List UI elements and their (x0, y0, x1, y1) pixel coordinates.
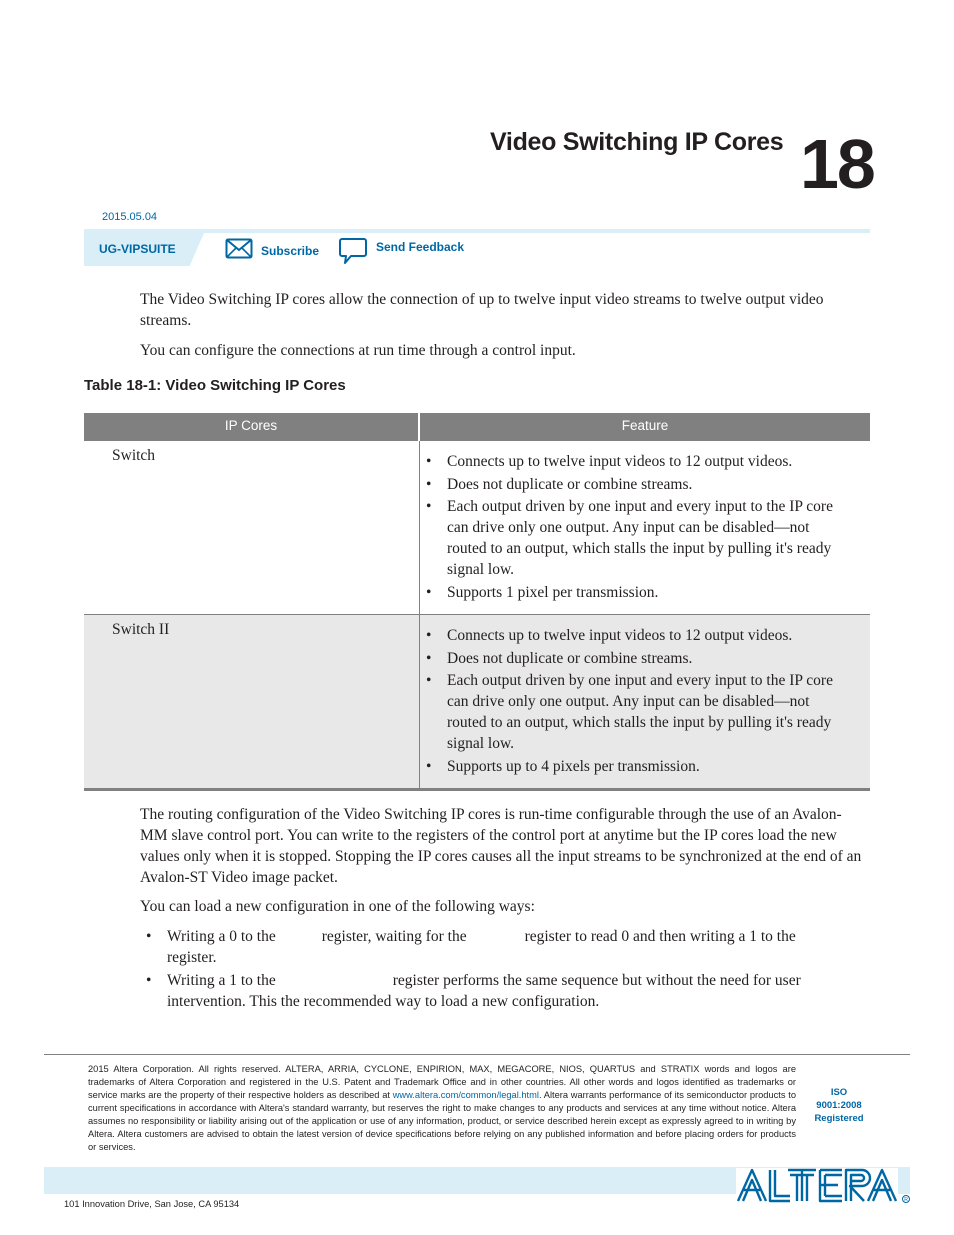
list-item: • Connects up to twelve input videos to 12 output videos. (420, 451, 842, 472)
altera-logo (734, 1164, 912, 1211)
doc-bar (84, 229, 870, 233)
publish-date: 2015.05.04 (102, 211, 158, 223)
table-cell-core: Switch (84, 441, 420, 614)
list-item (140, 926, 865, 968)
chapter-number: 18 (800, 125, 874, 203)
list-item: • Supports up to 4 pixels per transmission. (420, 756, 842, 777)
legal-notice (88, 1063, 796, 1154)
list-item (140, 970, 865, 1012)
table-cell-features (420, 615, 870, 788)
bullet-text: register. (167, 949, 217, 966)
legal-link[interactable]: www.altera.com/common/legal.html (392, 1090, 539, 1100)
list-item: • Supports 1 pixel per transmission. (420, 582, 842, 603)
speech-bubble-icon[interactable] (338, 237, 368, 270)
table-cell-core: Switch II (84, 615, 420, 788)
table-row (84, 615, 870, 788)
legal-text: . Altera warrants performance of its semiconductor products to current specifications in accordance with Altera's standard warranty, but reserves the right to make changes to any products and services at any time without notice. Altera assumes no responsibility or liability arising out of the application or use of any information, product, or service described herein except as expressly agreed to in writing by Altera. Altera customers are advised to obtain the latest version of device specifications before relying on any published information and before placing orders for products or services. (88, 1090, 796, 1152)
legal-text: 2015 Altera Corporation. All rights reserved. ALTERA, ARRIA, CYCLONE, ENPIRION, MAX, MEGACORE, NIOS, QUARTUS and STRATIX words and logos are trademarks of Altera Corporation and registered in the U.S. Patent and Trademark Office and in other countries. All other words and logos identified as trademarks or service marks are the property of their respective holders as described at (88, 1064, 796, 1100)
bullet-text: register to read 0 and then writing a 1 to the (524, 928, 796, 945)
bullet-text: register, waiting for the (321, 928, 467, 945)
load-config-paragraph: You can load a new configuration in one of the following ways: (140, 898, 535, 915)
table-header-feature: Feature (621, 418, 669, 433)
chapter-title: Video Switching IP Cores (490, 128, 784, 156)
doc-id: UG-VIPSUITE (99, 242, 176, 256)
table-header-ip-cores: IP Cores (84, 413, 420, 441)
table-caption: Table 18-1: Video Switching IP Cores (84, 377, 346, 394)
table-row (84, 441, 870, 615)
bullet-text: register performs the same sequence but without the need for user intervention. This the recommended way to load a new configuration. (167, 971, 801, 1010)
iso-line: Registered (814, 1113, 864, 1124)
send-feedback-link[interactable]: Send Feedback (376, 240, 465, 254)
routing-paragraph: The routing configuration of the Video Switching IP cores is run-time configurable through the use of an Avalon-MM slave control port. You can write to the registers of the control port at anytime but the IP cores load the new values only when it is stopped. Stopping the IP cores causes all the input streams to be synchronized at the end of an Avalon-ST Video image packet. (140, 806, 862, 886)
intro-paragraph-2: You can configure the connections at run time through a control input. (140, 342, 576, 359)
table-cell-features (420, 441, 870, 614)
table-bottom-rule (84, 788, 870, 791)
list-item: • Connects up to twelve input videos to 12 output videos. (420, 625, 842, 646)
list-item: • Does not duplicate or combine streams. (420, 648, 842, 669)
iso-line: ISO (830, 1087, 848, 1098)
subscribe-link[interactable]: Subscribe (261, 244, 320, 258)
table-header-row (84, 413, 870, 441)
config-methods-list (140, 926, 865, 1013)
ip-cores-table (84, 413, 870, 791)
company-address: 101 Innovation Drive, San Jose, CA 95134 (64, 1199, 240, 1209)
bullet-text: Writing a 1 to the (167, 971, 276, 989)
intro-paragraph-1: The Video Switching IP cores allow the connection of up to twelve input video streams to twelve output video streams. (140, 291, 824, 329)
list-item: • Each output driven by one input and every input to the IP core can drive only one output. Any input can be disabled—not routed to an output, which stalls the input by pulling it's ready signal low. (420, 496, 842, 580)
svg-text:R: R (904, 1197, 908, 1203)
list-item: • Each output driven by one input and every input to the IP core can drive only one output. Any input can be disabled—not routed to an output, which stalls the input by pulling it's ready signal low. (420, 670, 842, 754)
footer-rule (44, 1054, 910, 1055)
iso-line: 9001:2008 (816, 1100, 862, 1111)
iso-badge (806, 1086, 872, 1125)
list-item: • Does not duplicate or combine streams. (420, 474, 842, 495)
bullet-text: Writing a 0 to the (167, 928, 276, 945)
envelope-icon[interactable] (225, 238, 253, 265)
